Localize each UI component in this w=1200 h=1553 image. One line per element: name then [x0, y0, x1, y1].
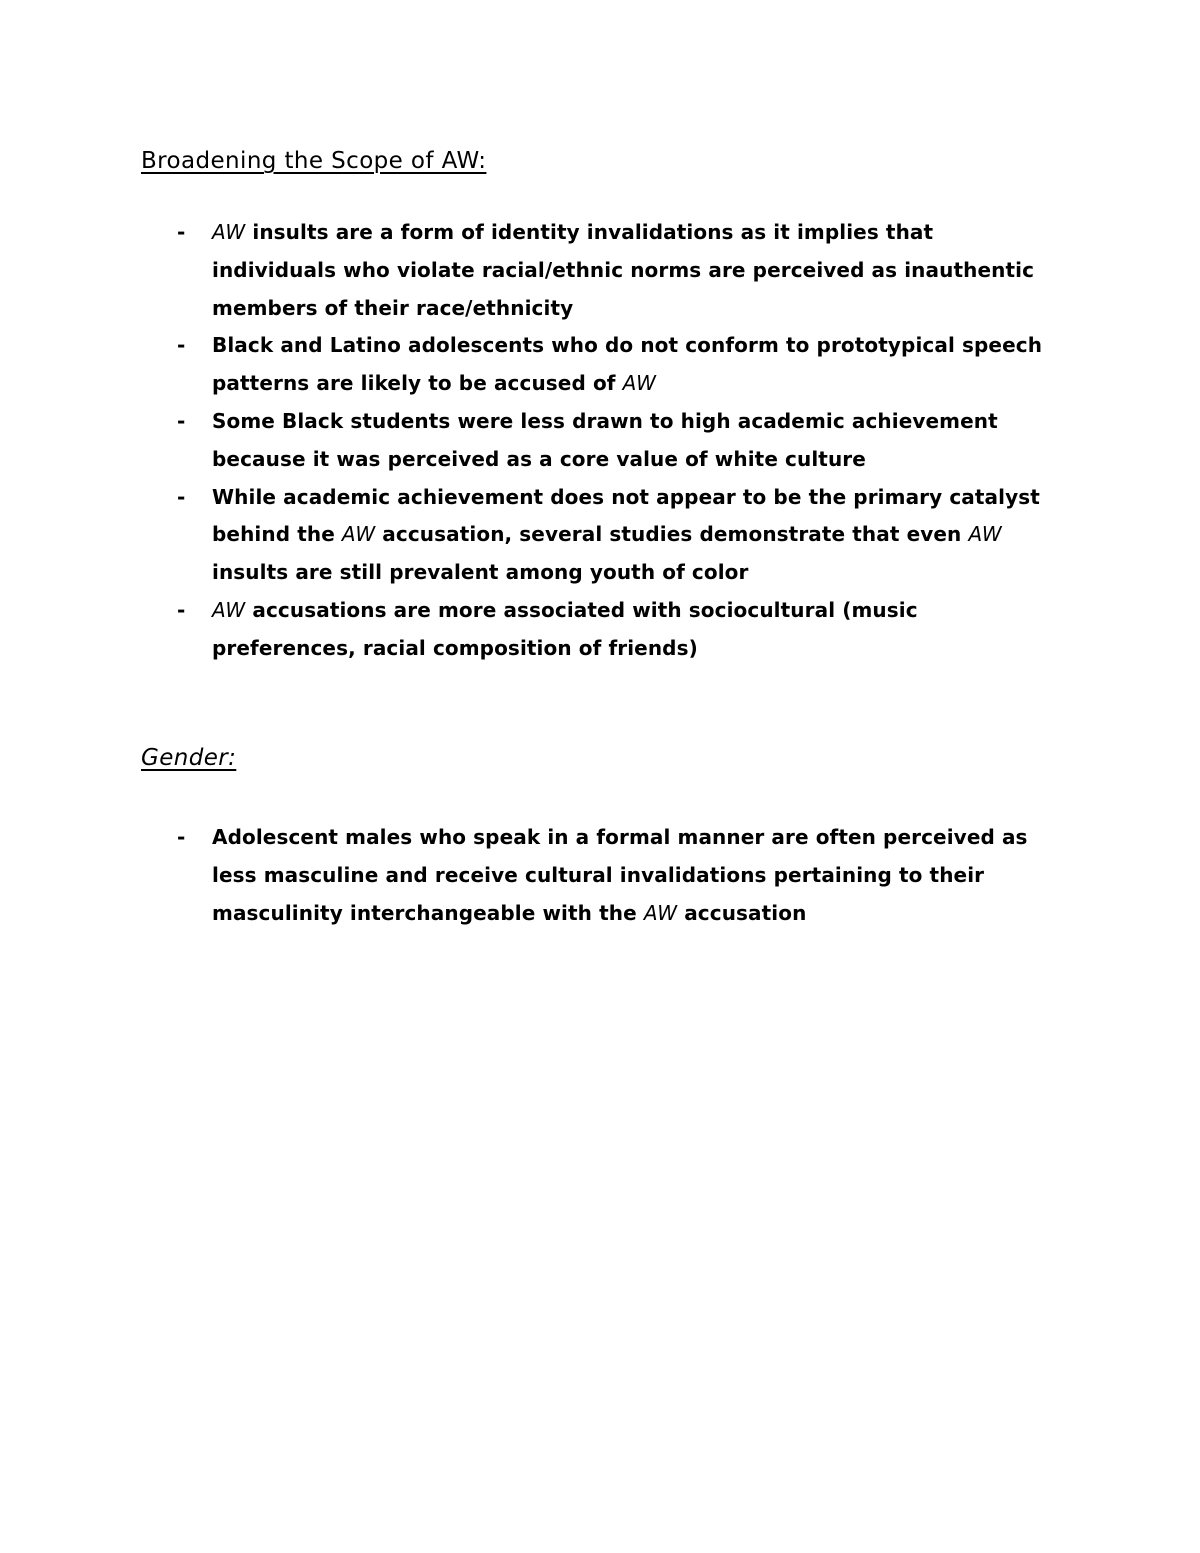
- bullet-list: [141, 819, 1061, 932]
- aw-term: AW: [212, 597, 246, 622]
- bullet-text: accusations are more associated with sociocultural (music preferences, racial composition of friends): [212, 597, 918, 660]
- bullet-dash: -: [177, 484, 186, 509]
- bullet-dash: -: [177, 220, 186, 244]
- bullet-dash: -: [177, 333, 186, 358]
- list-item: [141, 479, 1061, 592]
- bullet-text: Black and Latino adolescents who do not conform to prototypical speech patterns are likely to be accused of: [212, 333, 1043, 396]
- list-item: [141, 403, 1061, 479]
- section-gender: [141, 743, 1061, 932]
- list-item: [141, 592, 1061, 668]
- bullet-dash: -: [177, 408, 186, 433]
- bullet-dash: -: [177, 597, 186, 622]
- aw-term: AW: [212, 220, 246, 244]
- bullet-text: accusation, several studies demonstrate that even: [375, 522, 969, 547]
- bullet-text: Adolescent males who speak in a formal manner are often perceived as less masculine and receive cultural invalidations pertaining to their masculinity interchangeable with the: [212, 825, 1028, 925]
- list-item: [141, 327, 1061, 403]
- section-heading: Gender:: [141, 745, 237, 771]
- bullet-text: insults are a form of identity invalidations as it implies that individuals who violate racial/ethnic norms are perceived as inauthentic members of their race/ethnicity: [212, 220, 1035, 320]
- section-heading: Broadening the Scope of AW:: [141, 148, 487, 174]
- aw-term: AW: [341, 522, 376, 547]
- aw-term: AW: [622, 371, 656, 396]
- aw-term: AW: [643, 900, 678, 925]
- bullet-list: [141, 214, 1061, 668]
- list-item: [141, 819, 1061, 932]
- bullet-text: accusation: [677, 900, 807, 925]
- bullet-dash: -: [177, 825, 186, 849]
- bullet-text: insults are still prevalent among youth of color: [212, 560, 749, 585]
- list-item: [141, 214, 1061, 327]
- section-broadening-scope: [141, 146, 1061, 668]
- bullet-text: While academic achievement does not appear to be the primary catalyst behind the: [212, 484, 1040, 547]
- aw-term: AW: [968, 522, 1002, 547]
- bullet-text: Some Black students were less drawn to high academic achievement because it was perceived as a core value of white culture: [212, 408, 998, 471]
